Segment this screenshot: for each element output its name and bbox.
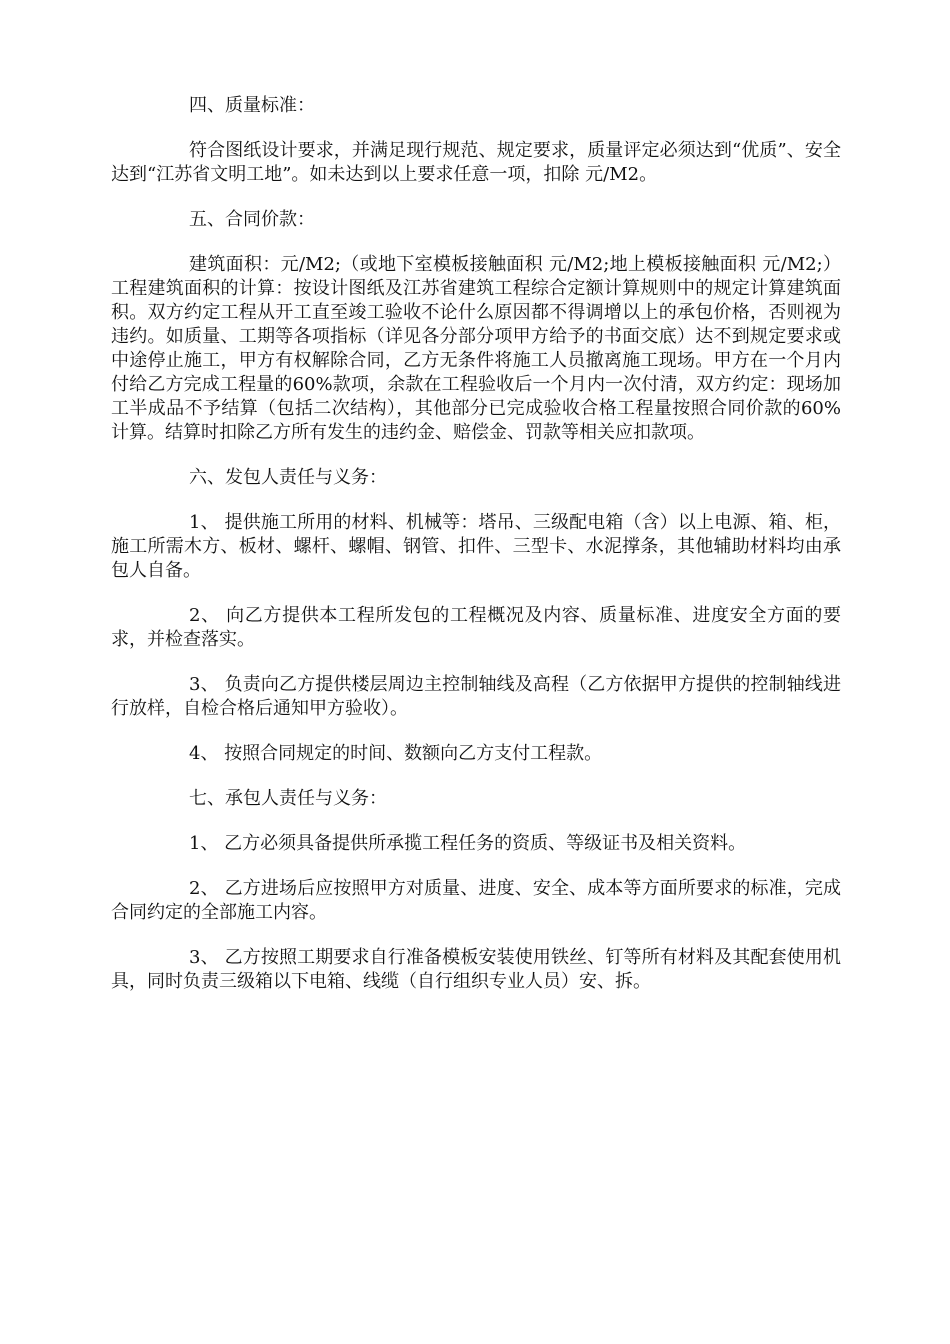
document-body (111, 94, 841, 1015)
paragraph-contractor-duty-2: 2、 乙方进场后应按照甲方对质量、进度、安全、成本等方面所要求的标准，完成合同约定的全部施工内容。 (111, 878, 841, 923)
paragraph-employer-duty-1: 1、 提供施工所用的材料、机械等：塔吊、三级配电箱（含）以上电源、箱、柜，施工所需木方、板材、螺杆、螺帽、钢管、扣件、三型卡、水泥撑条，其他辅助材料均由承包人自备。 (111, 512, 841, 581)
section-heading-contractor-duties: 七、承包人责任与义务： (189, 788, 387, 809)
paragraph-price: 建筑面积：元/M2;（或地下室模板接触面积 元/M2;地上模板接触面积 元/M2;）工程建筑面积的计算：按设计图纸及江苏省建筑工程综合定额计算规则中的规定计算建筑面积。双方约定工程从开工直至竣工验收不论什么原因都不得调增以上的承包价格，否则视为违约。如质量、工期等各项指标（详见各分部分项甲方给予的书面交底）达不到规定要求或中途停止施工，甲方有权解除合同，乙方无条件将施工人员撤离施工现场。甲方在一个月内付给乙方完成工程量的60%款项，余款在工程验收后一个月内一次付清，双方约定：现场加工半成品不予结算（包括二次结构），其他部分已完成验收合格工程量按照合同价款的60%计算。结算时扣除乙方所有发生的违约金、赔偿金、罚款等相关应扣款项。 (111, 254, 841, 443)
paragraph-quality: 符合图纸设计要求，并满足现行规范、规定要求，质量评定必须达到“优质”、安全达到“江苏省文明工地”。如未达到以上要求任意一项，扣除 元/M2。 (111, 140, 841, 185)
section-heading-employer-duties: 六、发包人责任与义务： (189, 467, 387, 488)
paragraph-employer-duty-3: 3、 负责向乙方提供楼层周边主控制轴线及高程（乙方依据甲方提供的控制轴线进行放样，自检合格后通知甲方验收）。 (111, 674, 841, 719)
section-heading-price: 五、合同价款： (189, 209, 315, 230)
paragraph-employer-duty-4: 4、 按照合同规定的时间、数额向乙方支付工程款。 (189, 743, 603, 764)
paragraph-contractor-duty-1: 1、 乙方必须具备提供所承揽工程任务的资质、等级证书及相关资料。 (189, 833, 747, 854)
section-heading-quality: 四、质量标准： (189, 95, 315, 116)
paragraph-contractor-duty-3: 3、 乙方按照工期要求自行准备模板安装使用铁丝、钉等所有材料及其配套使用机具，同时负责三级箱以下电箱、线缆（自行组织专业人员）安、拆。 (111, 947, 841, 992)
paragraph-employer-duty-2: 2、 向乙方提供本工程所发包的工程概况及内容、质量标准、进度安全方面的要求，并检查落实。 (111, 605, 841, 650)
